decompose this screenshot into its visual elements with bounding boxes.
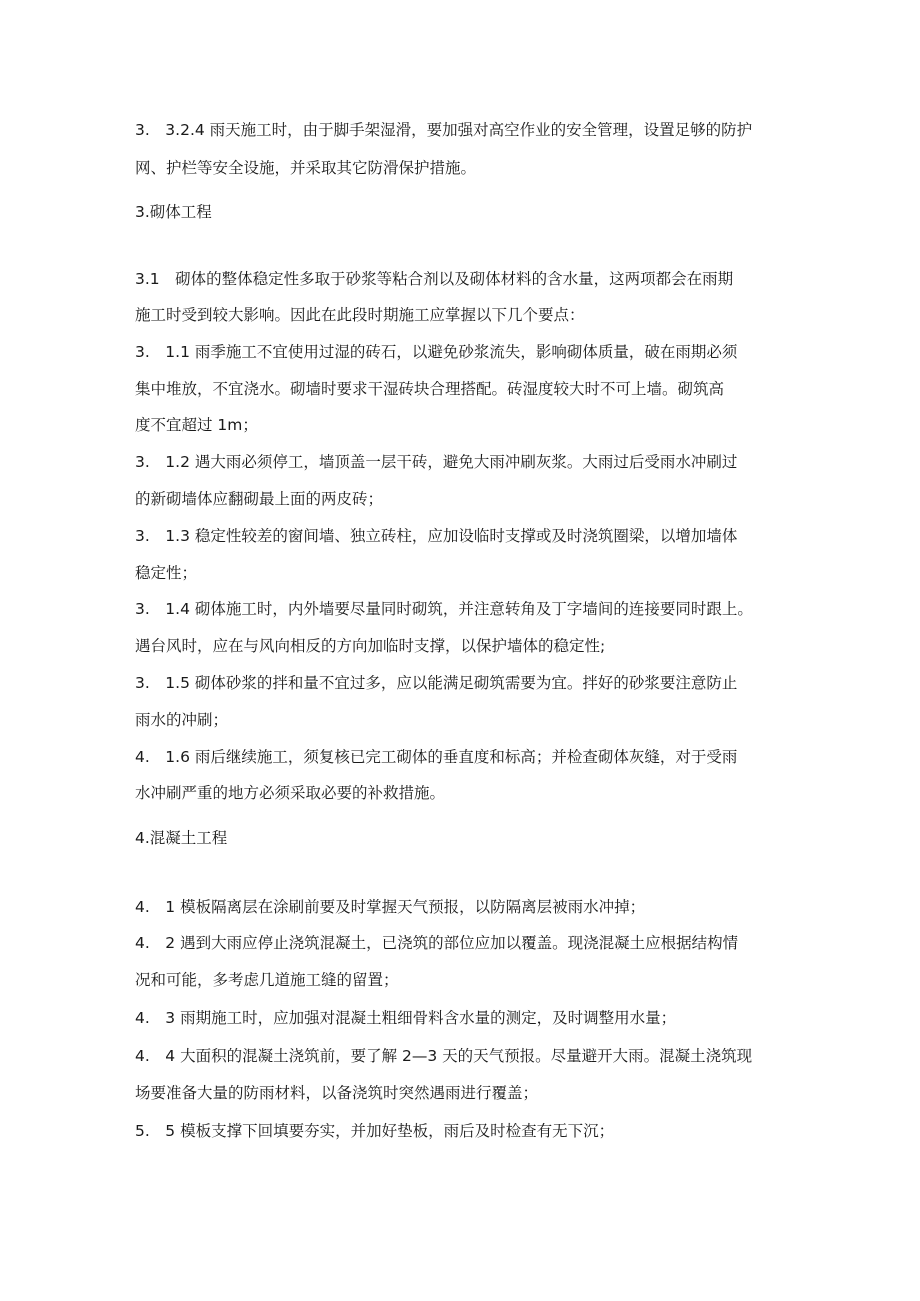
text-line: 遇台风时，应在与风向相反的方向加临时支撑，以保护墙体的稳定性; (135, 637, 606, 655)
section-heading: 3.砌体工程 (135, 203, 212, 221)
text-line: 4. 1.6 雨后继续施工，须复核已完工砌体的垂直度和标高；并检查砌体灰缝，对于受雨 (135, 748, 738, 766)
text-line: 3. 3.2.4 雨天施工时，由于脚手架湿滑，要加强对高空作业的安全管理，设置足够的防护 (135, 121, 753, 139)
text-line: 3.1 砌体的整体稳定性多取于砂浆等粘合剂以及砌体材料的含水量，这两项都会在雨期 (135, 270, 734, 288)
text-line: 况和可能，多考虑几道施工缝的留置； (135, 971, 399, 989)
text-line: 4. 1 模板隔离层在涂刷前要及时掌握天气预报，以防隔离层被雨水冲掉； (135, 898, 646, 916)
text-line: 集中堆放，不宜浇水。砌墙时要求干湿砖块合理搭配。砖湿度较大时不可上墙。砌筑高 (135, 380, 725, 398)
text-line: 3. 1.3 稳定性较差的窗间墙、独立砖柱，应加设临时支撑或及时浇筑圈梁，以增加墙体 (135, 527, 738, 545)
text-line: 网、护栏等安全设施，并采取其它防滑保护措施。 (135, 159, 477, 177)
text-line: 3. 1.5 砌体砂浆的拌和量不宜过多，应以能满足砌筑需要为宜。拌好的砂浆要注意防止 (135, 674, 738, 692)
text-line: 场要准备大量的防雨材料，以备浇筑时突然遇雨进行覆盖； (135, 1084, 539, 1102)
text-line: 3. 1.4 砌体施工时，内外墙要尽量同时砌筑，并注意转角及丁字墙间的连接要同时跟上。 (135, 600, 753, 618)
text-line: 水冲刷严重的地方必须采取必要的补救措施。 (135, 784, 446, 802)
text-line: 4. 2 遇到大雨应停止浇筑混凝土，已浇筑的部位应加以覆盖。现浇混凝土应根据结构情 (135, 934, 739, 952)
text-line: 施工时受到较大影响。因此在此段时期施工应掌握以下几个要点： (135, 306, 585, 324)
text-line: 稳定性； (135, 564, 198, 582)
section-heading: 4.混凝土工程 (135, 829, 228, 847)
text-line: 3. 1.2 遇大雨必须停工，墙顶盖一层干砖，避免大雨冲刷灰浆。大雨过后受雨水冲刷过 (135, 453, 738, 471)
text-line: 度不宜超过 1m； (135, 416, 258, 434)
text-line: 4. 4 大面积的混凝土浇筑前，要了解 2—3 天的天气预报。尽量避开大雨。混凝土浇筑现 (135, 1047, 753, 1065)
text-line: 3. 1.1 雨季施工不宜使用过湿的砖石，以避免砂浆流失，影响砌体质量，破在雨期必须 (135, 343, 738, 361)
text-line: 雨水的冲刷； (135, 711, 229, 729)
text-line: 的新砌墙体应翻砌最上面的两皮砖； (135, 490, 384, 508)
text-line: 4. 3 雨期施工时，应加强对混凝土粗细骨料含水量的测定，及时调整用水量； (135, 1009, 677, 1027)
text-line: 5. 5 模板支撑下回填要夯实，并加好垫板，雨后及时检查有无下沉； (135, 1122, 615, 1140)
